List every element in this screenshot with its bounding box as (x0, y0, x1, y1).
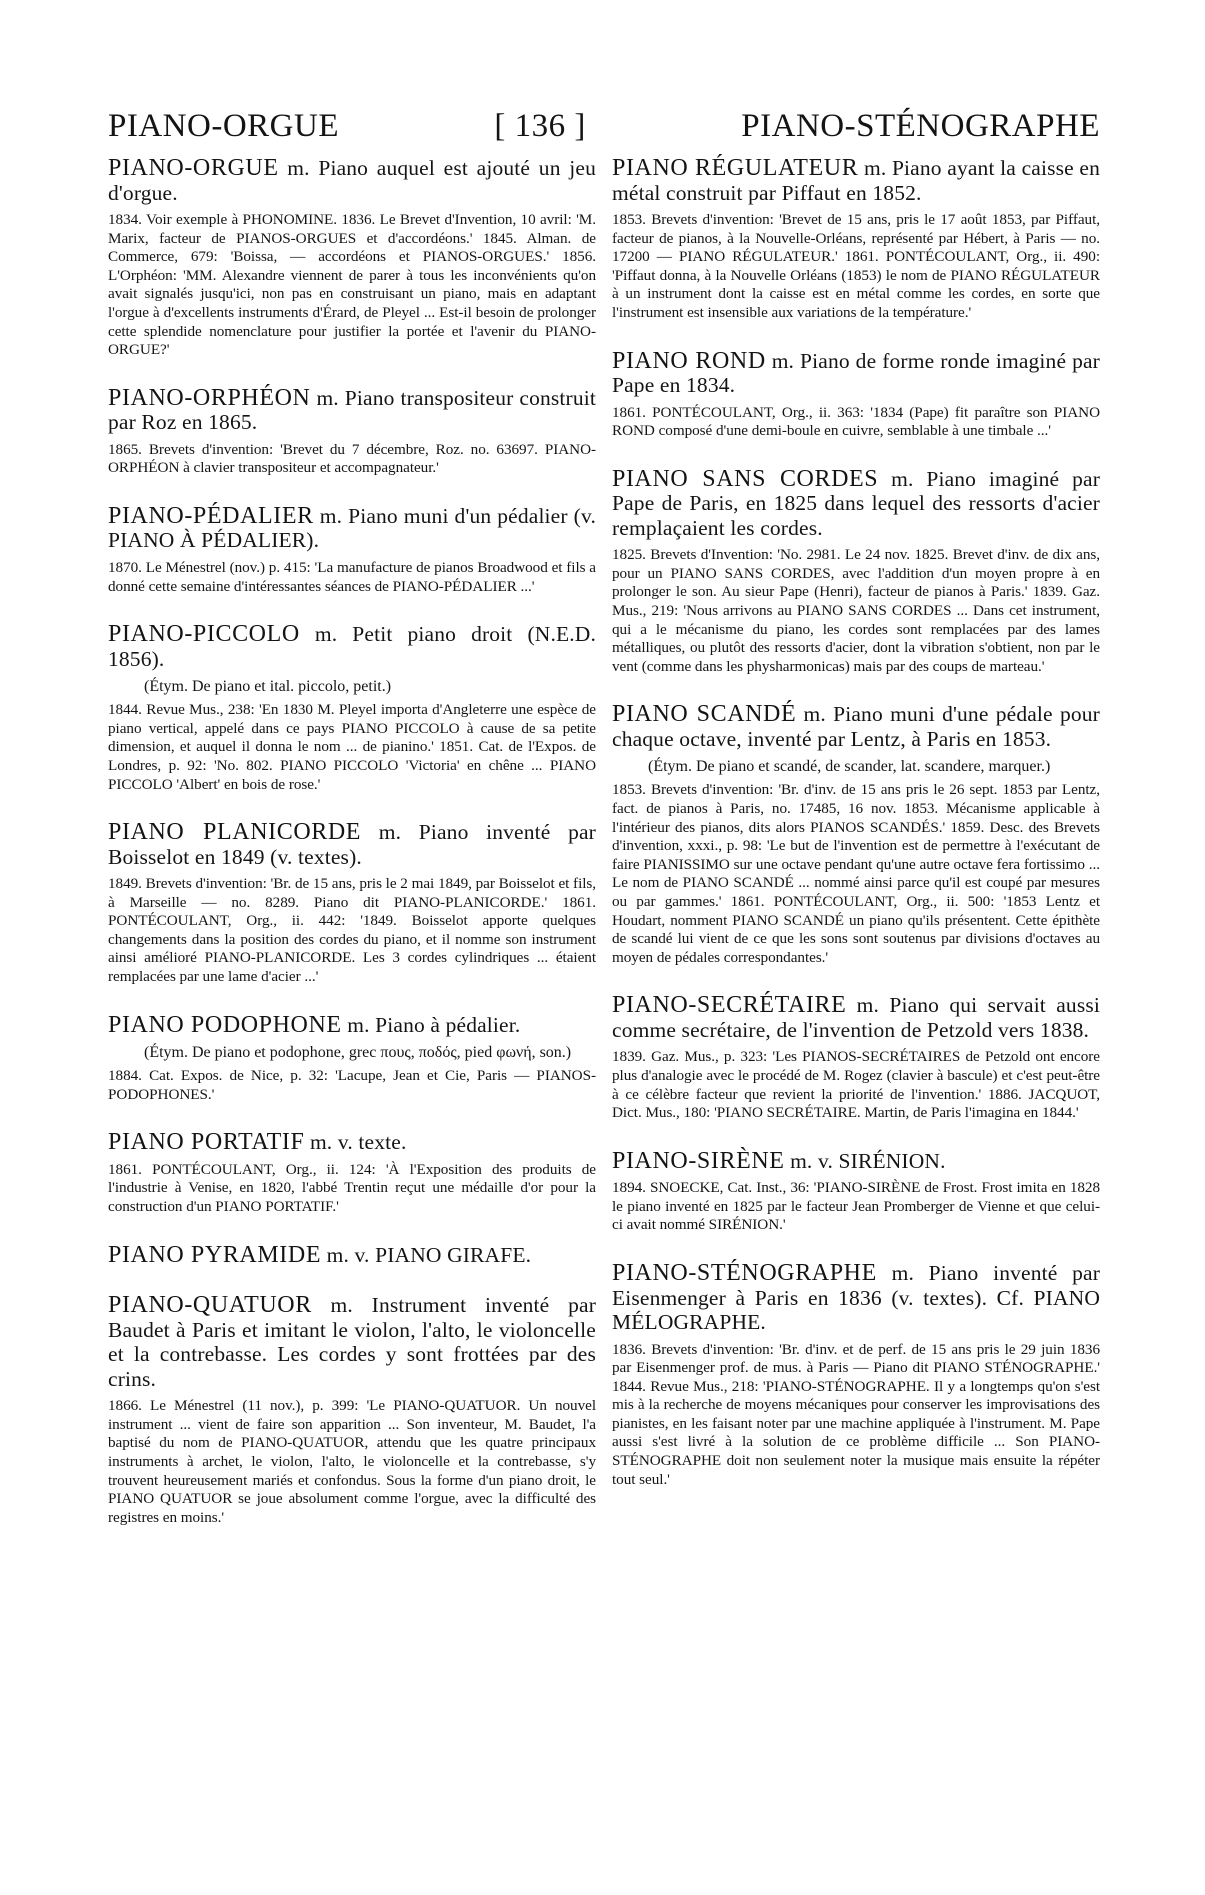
dictionary-entry (612, 156, 1100, 323)
left-column (108, 156, 596, 1553)
dictionary-entry (108, 1243, 596, 1268)
dictionary-entry (108, 820, 596, 987)
definition: m. Piano imaginé par Pape de Paris, en 1825 dans lequel des ressorts d'acier remplaçaient les cordes. (612, 466, 1100, 540)
entry-head (612, 702, 1100, 751)
definition: m. Instrument inventé par Baudet à Paris et imitant le violon, l'alto, le violoncelle et la contrebasse. Les cordes y sont frottées par des crins. (108, 1293, 596, 1391)
definition: m. Piano auquel est ajouté un jeu d'orgue. (108, 156, 596, 205)
headword: PIANO SCANDÉ (612, 701, 797, 728)
headword: PIANO PYRAMIDE (108, 1241, 322, 1268)
headword: PIANO-PÉDALIER (108, 502, 314, 529)
headword: PIANO-ORPHÉON (108, 384, 311, 411)
dictionary-entry (108, 156, 596, 360)
dictionary-entry (108, 1293, 596, 1527)
definition: m. v. PIANO GIRAFE. (326, 1242, 532, 1267)
citations: 1884. Cat. Expos. de Nice, p. 32: 'Lacupe, Jean et Cie, Paris — PIANOS-PODOPHONES.' (108, 1067, 596, 1103)
headword: PIANO-QUATUOR (108, 1292, 312, 1319)
headword: PIANO PLANICORDE (108, 819, 362, 846)
headword: PIANO-SECRÉTAIRE (612, 992, 847, 1019)
definition: m. Piano à pédalier. (347, 1012, 521, 1037)
definition: m. v. SIRÉNION. (790, 1148, 946, 1173)
etymology: (Étym. De piano et podophone, grec πους, ποδός, pied φωνή, son.) (144, 1044, 572, 1062)
citations: 1839. Gaz. Mus., p. 323: 'Les PIANOS-SECRÉTAIRES de Petzold ont encore plus d'analogie avec le procédé de M. Rogez (clavier à bascule) et c'est peut-être à ce célèbre facteur que revient la priorité de l'invention.' 1886. JACQUOT, Dict. Mus., 180: 'PIANO SECRÉTAIRE. Martin, de Paris l'imagina en 1844.' (612, 1048, 1100, 1122)
definition: m. Piano ayant la caisse en métal construit par Piffaut en 1852. (612, 156, 1101, 205)
etymology: (Étym. De piano et ital. piccolo, petit.) (144, 678, 392, 696)
headword: PIANO-STÉNOGRAPHE (612, 1260, 877, 1286)
dictionary-entry (108, 622, 596, 794)
entry-head (108, 386, 596, 435)
entry-head (108, 622, 596, 671)
citations: 1836. Brevets d'invention: 'Br. d'inv. et de perf. de 15 ans pris le 29 juin 1836 par Eisenmenger prof. de mus. à Paris — Piano dit PIANO STÉNOGRAPHE.' 1844. Revue Mus., 218: 'PIANO-STÉNOGRAPHE. Il y a longtemps qu'on s'est mis à la recherche de moyens mécaniques pour conserver les improvisations des pianistes, en les faisant noter par une machine appliquée à l'instrument. M. Pape aussi s'est livré à la solution de ce problème difficile ... Son PIANO-STÉNOGRAPHE doit non seulement noter la musique mais ensuite la répéter tout seul.' (612, 1340, 1100, 1488)
citations: 1870. Le Ménestrel (nov.) p. 415: 'La manufacture de pianos Broadwood et fils a donné cette semaine d'intéressantes séances de PIANO-PÉDALIER ...' (108, 558, 596, 595)
dictionary-entry (612, 467, 1100, 677)
header-left: PIANO-ORGUE (108, 108, 339, 144)
citations: 1844. Revue Mus., 238: 'En 1830 M. Pleyel importa d'Angleterre une espèce de piano vertical, appelé dans ce pays PIANO PICCOLO à cause de sa petite dimension, et auquel il donna le nom ... de pianino.' 1851. Cat. de l'Expos. de Londres, p. 92: 'No. 802. PIANO PICCOLO 'Victoria' en chêne ... PIANO PICCOLO 'Albert' en bois de rose.' (108, 701, 596, 793)
entry-head (612, 349, 1100, 398)
definition: m. Petit piano droit (N.E.D. 1856). (108, 622, 596, 671)
entry-head (108, 156, 596, 205)
headword: PIANO-PICCOLO (108, 621, 300, 648)
dictionary-entry (612, 993, 1100, 1122)
entry-head (108, 1013, 596, 1038)
right-column (612, 156, 1100, 1515)
entry-head (108, 504, 596, 553)
etymology: (Étym. De piano et scandé, de scander, lat. scandere, marquer.) (648, 758, 1051, 776)
citations: 1861. PONTÉCOULANT, Org., ii. 124: 'À l'Exposition des produits de l'industrie à Venise, en 1820, l'abbé Trentin reçut une médaille d'or pour la construction d'un PIANO PORTATIF.' (108, 1160, 596, 1216)
citations: 1865. Brevets d'invention: 'Brevet du 7 décembre, Roz. no. 63697. PIANO-ORPHÉON à clavier transpositeur et accompagnateur.' (108, 440, 596, 477)
headword: PIANO-ORGUE (108, 155, 279, 181)
entry-head (108, 1130, 596, 1155)
dictionary-entry (108, 386, 596, 478)
dictionary-entry (108, 1013, 596, 1105)
citations: 1861. PONTÉCOULANT, Org., ii. 363: '1834 (Pape) fit paraître son PIANO ROND composé d'une demi-boule en cuivre, semblable à une timbale ...' (612, 403, 1100, 440)
citations: 1853. Brevets d'invention: 'Br. d'inv. de 15 ans pris le 26 sept. 1853 par Lentz, fact. de pianos à Paris, no. 17485, 16 nov. 1853. Mécanisme applicable à l'intérieur des pianos, dits alors PIANOS SCANDÉS.' 1859. Desc. des Brevets d'invention, xxxi., p. 98: 'Le but de l'invention est de permettre à l'exécutant de faire PIANISSIMO sur une octave pendant qu'une autre octave fera fortissimo ... Le nom de PIANO SCANDÉ ... nommé ainsi parce qu'il est coupé par mesures ou par gammes.' 1861. PONTÉCOULANT, Org., ii. 500: '1853 Lentz et Houdart, nomment PIANO SCANDÉ un piano qu'ils présentent. Cette épithète de scandé lui vient de ce que les sons sont soutenus par divisions d'octaves au moyen de pédales correspondantes.' (612, 781, 1100, 966)
entry-head (108, 820, 596, 869)
citations: 1849. Brevets d'invention: 'Br. de 15 ans, pris le 2 mai 1849, par Boisselot et fils, à Marseille — no. 8289. Piano dit PIANO-PLANICORDE.' 1861. PONTÉCOULANT, Org., ii. 442: '1849. Boisselot apporte quelques changements dans la position des cordes du piano, et il nomme son instrument ainsi amélioré PIANO-PLANICORDE. Les 3 cordes cylindriques ... étaient remplacées par une lame d'acier ...' (108, 875, 597, 986)
headword: PIANO ROND (612, 347, 766, 374)
entry-head (612, 156, 1100, 205)
definition: m. Piano qui servait aussi comme secrétaire, de l'invention de Petzold vers 1838. (612, 993, 1100, 1042)
headword: PIANO PODOPHONE (108, 1011, 342, 1038)
definition: m. v. texte. (309, 1130, 407, 1155)
definition: m. Piano inventé par Eisenmenger à Paris en 1836 (v. textes). Cf. PIANO MÉLOGRAPHE. (612, 1261, 1101, 1334)
dictionary-entry (612, 349, 1100, 441)
dictionary-entry (612, 702, 1100, 967)
definition: m. Piano inventé par Boisselot en 1849 (v. textes). (108, 820, 596, 869)
dictionary-entry (612, 1261, 1100, 1489)
header-right: PIANO-STÉNOGRAPHE (741, 108, 1100, 144)
citations: 1834. Voir exemple à PHONOMINE. 1836. Le Brevet d'Invention, 10 avril: 'M. Marix, facteur de PIANOS-ORGUES et d'accordéons.' 1845. Alman. de Commerce, 679: 'Boissa, — accordéons et PIANOS-ORGUES.' 1856. L'Orphéon: 'MM. Alexandre viennent de parer à tous les inconvénients qu'on avait signalés jusqu'ici, non pas en construisant un piano, mais en adaptant l'orgue à d'excellents instruments d'Érard, de Pleyel ... Est-il besoin de prolonger cette splendide nomenclature pour justifier la portée et l'avenir du PIANO-ORGUE?' (108, 211, 596, 359)
dictionary-entry (108, 504, 596, 596)
definition: m. Piano muni d'un pédalier (v. PIANO À PÉDALIER). (108, 503, 596, 553)
definition: m. Piano transpositeur construit par Roz en 1865. (108, 385, 596, 435)
entry-head (612, 1149, 1100, 1174)
citations: 1866. Le Ménestrel (11 nov.), p. 399: 'Le PIANO-QUATUOR. Un nouvel instrument ... vient de faire son apparition ... Son inventeur, M. Baudet, l'a baptisé du nom de PIANO-QUATUOR, attendu que les quatre principaux instruments à archet, le violon, l'alto, le violoncelle et la contrebasse, s'y trouvent heureusement mariés et confondus. Sous la forme d'un piano droit, le PIANO QUATUOR se joue absolument comme l'orgue, avec la difficulté des registres en moins.' (108, 1397, 596, 1526)
headword: PIANO RÉGULATEUR (612, 155, 859, 181)
page-number: [ 136 ] (494, 108, 586, 144)
entry-head (108, 1293, 596, 1391)
definition: m. Piano muni d'une pédale pour chaque octave, inventé par Lentz, à Paris en 1853. (612, 702, 1100, 751)
running-header (108, 108, 1100, 145)
citations: 1894. SNOECKE, Cat. Inst., 36: 'PIANO-SIRÈNE de Frost. Frost imita en 1828 le piano inventé en 1825 par le facteur Jean Promberger de Vienne et que celui-ci avait nommé SIRÉNION.' (612, 1179, 1100, 1234)
headword: PIANO-SIRÈNE (612, 1147, 785, 1174)
entry-head (612, 467, 1100, 541)
citations: 1825. Brevets d'Invention: 'No. 2981. Le 24 nov. 1825. Brevet d'inv. de dix ans, pour un PIANO SANS CORDES, avec l'addition d'un moyen propre à en prolonger le son. Au sieur Pape (Henri), facteur de pianos à Paris.' 1839. Gaz. Mus., 219: 'Nous arrivons au PIANO SANS CORDES ... Dans cet instrument, qui a le mécanisme du piano, les cordes sont remplacées par des lames métalliques, ou plutôt des ressorts d'acier, dont la vibration s'obtient, non par le vent (comme dans les physharmonicas) mais par des coups de marteau.' (612, 546, 1100, 675)
dictionary-entry (612, 1149, 1100, 1235)
headword: PIANO SANS CORDES (612, 465, 879, 492)
headword: PIANO PORTATIF (108, 1129, 305, 1156)
entry-head (612, 993, 1100, 1042)
citations: 1853. Brevets d'invention: 'Brevet de 15 ans, pris le 17 août 1853, par Piffaut, facteur de pianos, à la Nouvelle-Orléans, représenté par Hébert, à Paris — no. 17200 — PIANO RÉGULATEUR.' 1861. PONTÉCOULANT, Org., ii. 490: 'Piffaut donna, à la Nouvelle Orléans (1853) le nom de PIANO RÉGULATEUR à un instrument dont la caisse est en métal comme les cordes, en sorte que l'instrument est insensible aux variations de la température.' (612, 211, 1100, 321)
entry-head (108, 1243, 596, 1268)
dictionary-entry (108, 1130, 596, 1216)
definition: m. Piano de forme ronde imaginé par Pape en 1834. (612, 348, 1100, 398)
entry-head (612, 1261, 1100, 1335)
